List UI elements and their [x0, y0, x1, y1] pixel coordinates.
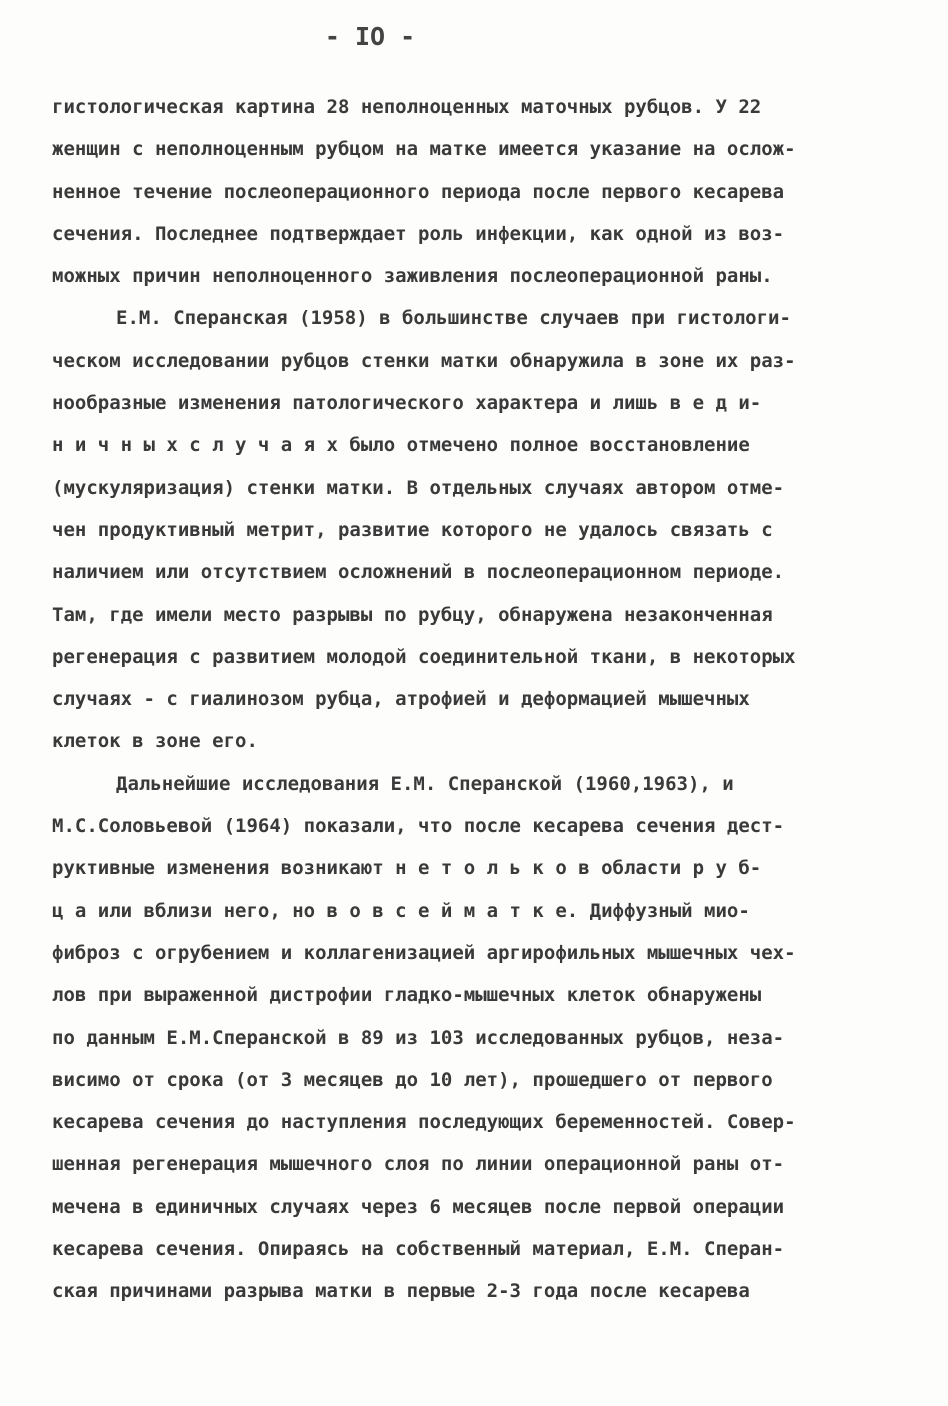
text-line: (мускуляризация) стенки матки. В отдельных случаях автором отме-: [52, 476, 785, 499]
text-line: ц а или вблизи него, но в о в с е й м а т к е. Диффузный мио-: [52, 899, 750, 922]
text-line: мечена в единичных случаях через 6 месяцев после первой операции: [52, 1195, 785, 1218]
text-line: лов при выраженной дистрофии гладко-мышечных клеток обнаружены: [52, 984, 762, 1007]
text-line: наличием или отсутствием осложнений в послеоперационном периоде.: [52, 561, 785, 584]
text-line: нообразные изменения патологического характера и лишь в е д и-: [52, 392, 762, 415]
text-line: можных причин неполноценного заживления послеоперационной раны.: [52, 265, 773, 288]
text-line: кесарева сечения до наступления последующих беременностей. Совер-: [52, 1111, 796, 1134]
paragraph-3: [52, 763, 892, 1313]
text-line: женщин с неполноценным рубцом на матке имеется указание на ослож-: [52, 138, 796, 161]
text-line: Е.М. Сперанская (1958) в большинстве случаев при гистологи-: [116, 307, 791, 330]
text-line: н и ч н ы х с л у ч а я х было отмечено полное восстановление: [52, 434, 750, 457]
text-line: шенная регенерация мышечного слоя по линии операционной раны от-: [52, 1153, 785, 1176]
text-line: клеток в зоне его.: [52, 730, 258, 753]
text-line: регенерация с развитием молодой соединительной ткани, в некоторых: [52, 645, 796, 668]
text-line: фиброз с огрубением и коллагенизацией аргирофильных мышечных чех-: [52, 941, 796, 964]
text-line: ческом исследовании рубцов стенки матки обнаружила в зоне их раз-: [52, 349, 796, 372]
text-line: ненное течение послеоперационного периода после первого кесарева: [52, 180, 785, 203]
paragraph-2: [52, 297, 892, 762]
text-line: случаях - с гиалинозом рубца, атрофией и деформацией мышечных: [52, 688, 750, 711]
text-line: гистологическая картина 28 неполноценных маточных рубцов. У 22: [52, 96, 762, 118]
paragraph-1: [52, 86, 892, 297]
text-line: Там, где имели место разрывы по рубцу, обнаружена незаконченная: [52, 603, 773, 626]
text-line: кесарева сечения. Опираясь на собственный материал, Е.М. Сперан-: [52, 1238, 785, 1261]
text-line: чен продуктивный метрит, развитие которого не удалось связать с: [52, 518, 773, 541]
body-text: [52, 86, 892, 1313]
text-line: висимо от срока (от 3 месяцев до 10 лет), прошедшего от первого: [52, 1068, 773, 1091]
text-line: М.С.Соловьевой (1964) показали, что после кесарева сечения дест-: [52, 815, 785, 838]
text-line: ская причинами разрыва матки в первые 2-3 года после кесарева: [52, 1280, 750, 1303]
text-line: по данным Е.М.Сперанской в 89 из 103 исследованных рубцов, неза-: [52, 1026, 785, 1049]
text-line: Дальнейшие исследования Е.М. Сперанской (1960,1963), и: [116, 772, 734, 795]
text-line: руктивные изменения возникают н е т о л ь к о в области р у б-: [52, 857, 762, 880]
text-line: сечения. Последнее подтверждает роль инфекции, как одной из воз-: [52, 222, 785, 245]
page-number: - IO -: [324, 22, 416, 51]
